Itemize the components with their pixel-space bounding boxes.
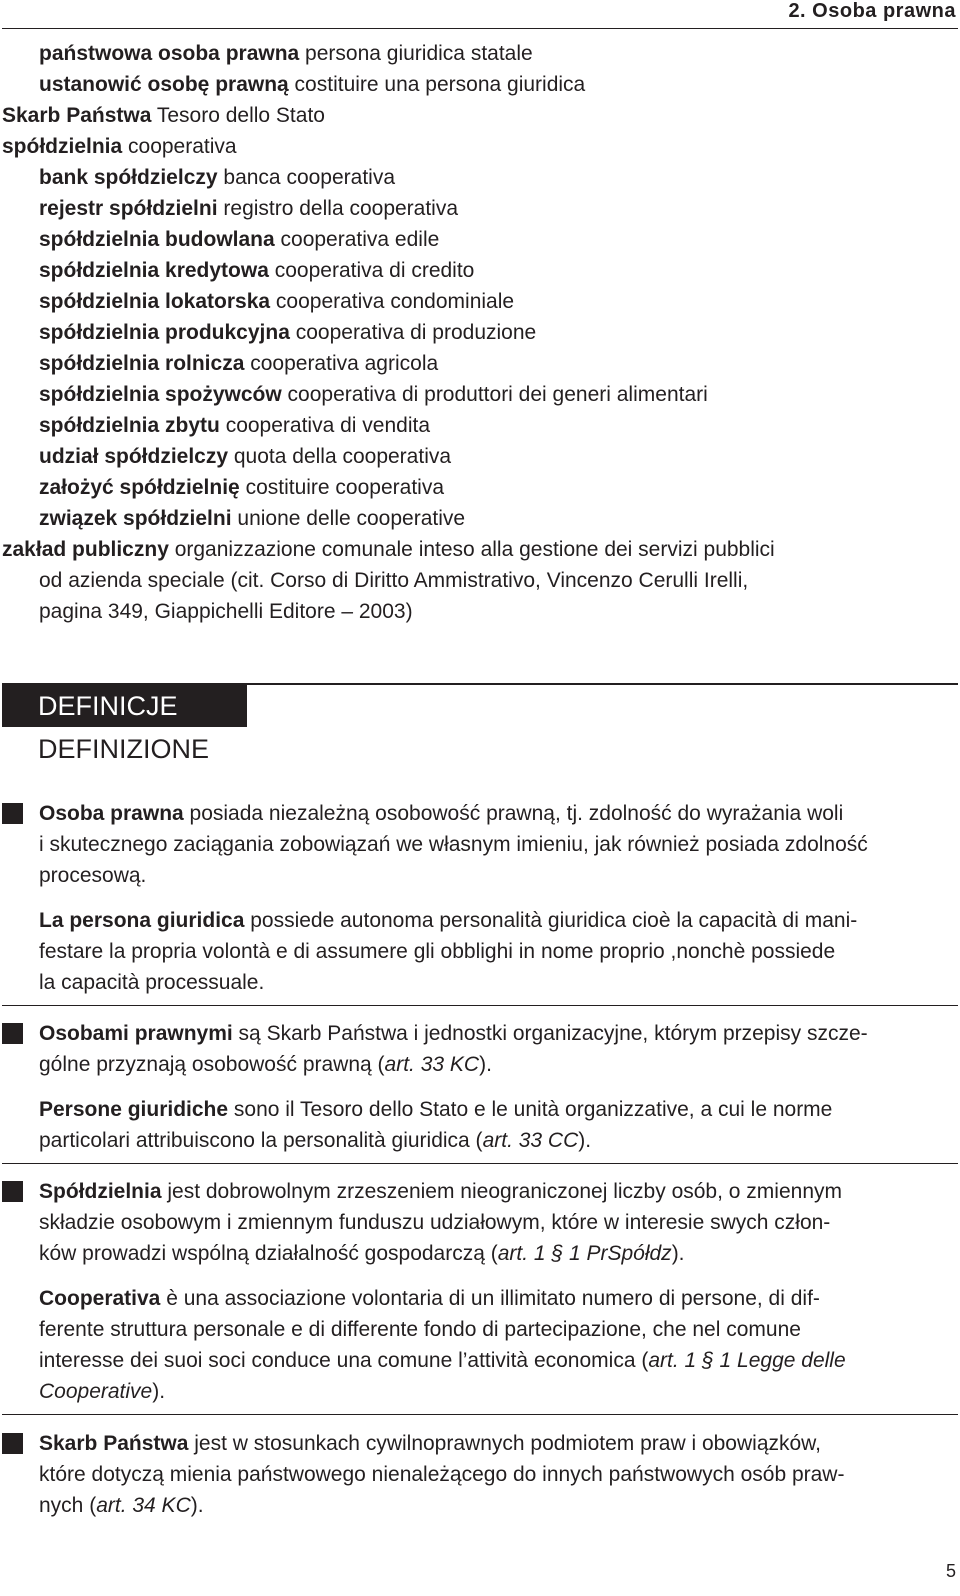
definition-rule — [2, 1414, 958, 1415]
definition-text: które dotyczą mienia państwowego nienależącego do innych państwowych osób praw- — [39, 1463, 845, 1486]
definition-text: nych ( — [39, 1494, 97, 1517]
glossary-entry — [0, 317, 960, 348]
glossary-term-pl: spółdzielnia — [2, 135, 123, 158]
legal-reference: art. 1 § 1 Legge delle — [648, 1349, 846, 1372]
definition-it — [39, 905, 955, 998]
definition-text: interesse dei suoi soci conduce una comune l’attività economica ( — [39, 1349, 649, 1372]
definition-text: è una associazione volontaria di un illimitato numero di persone, di dif- — [160, 1287, 820, 1310]
definition-pl — [39, 798, 955, 891]
definition-text: jest w stosunkach cywilnoprawnych podmiotem praw i obowiązków, — [188, 1432, 822, 1455]
glossary-term-pl: spółdzielnia spożywców — [39, 383, 282, 406]
definition-text: possiede autonoma personalità giuridica cioè la capacità di mani- — [244, 909, 858, 932]
definition-text: ). — [190, 1494, 204, 1517]
glossary-term-it: registro della cooperativa — [217, 197, 459, 220]
glossary-term-pl: założyć spółdzielnię — [39, 476, 240, 499]
definition-text: ). — [671, 1242, 685, 1265]
glossary-term-pl: spółdzielnia produkcyjna — [39, 321, 290, 344]
definition-text: ). — [578, 1129, 592, 1152]
definition-bullet — [2, 1433, 23, 1454]
glossary-entry — [0, 255, 960, 286]
definition-text: procesową. — [39, 864, 147, 887]
definition-term: Osobami prawnymi — [39, 1022, 233, 1045]
definition-text: ). — [479, 1053, 492, 1076]
legal-reference: art. 1 § 1 PrSpółdz — [497, 1242, 672, 1265]
legal-reference: Cooperative — [39, 1380, 153, 1403]
glossary-entry — [0, 193, 960, 224]
glossary-term-it: costituire una persona giuridica — [288, 73, 586, 96]
section-subtitle: DEFINIZIONE — [38, 734, 210, 764]
definition-term: La persona giuridica — [39, 909, 245, 932]
definition-it — [39, 1283, 955, 1407]
definition-pl — [39, 1018, 955, 1080]
glossary-entry — [0, 38, 960, 69]
glossary-term-pl: rejestr spółdzielni — [39, 197, 218, 220]
glossary-entry — [0, 162, 960, 193]
definition-text: składzie osobowym i zmiennym funduszu udziałowym, które w interesie swych człon- — [39, 1211, 831, 1234]
definition-text: ferente struttura personale e di differente fondo di partecipazione, che nel comune — [39, 1318, 801, 1341]
legal-reference: art. 33 KC — [384, 1053, 480, 1076]
glossary-term-pl: związek spółdzielni — [39, 507, 232, 530]
glossary-entry-continuation — [0, 596, 960, 627]
glossary-term-it: cooperativa di vendita — [219, 414, 430, 437]
definition-text: jest dobrowolnym zrzeszeniem nieograniczonej liczby osób, o zmiennym — [161, 1180, 842, 1203]
definition-pl — [39, 1176, 955, 1269]
glossary-term-it: cooperativa di credito — [268, 259, 475, 282]
definition-term: Cooperativa — [39, 1287, 161, 1310]
glossary-entry — [0, 503, 960, 534]
definition-text: festare la propria volontà e di assumere gli obblighi in nome proprio ,nonchè possiede — [39, 940, 836, 963]
glossary-entry — [0, 69, 960, 100]
glossary-term-it: cooperativa — [122, 135, 237, 158]
glossary-entry — [0, 348, 960, 379]
page-number: 5 — [945, 1561, 956, 1581]
definition-text: la capacità processuale. — [39, 971, 265, 994]
glossary-term-pl: spółdzielnia zbytu — [39, 414, 220, 437]
definition-term: Osoba prawna — [39, 802, 184, 825]
glossary-term-it: od azienda speciale (cit. Corso di Diritto Ammistrativo, Vincenzo Cerulli Irelli, — [39, 569, 749, 592]
glossary-term-pl: spółdzielnia budowlana — [39, 228, 275, 251]
section-title: DEFINICJE — [38, 691, 178, 721]
definition-bullet — [2, 1181, 23, 1202]
glossary-term-pl: bank spółdzielczy — [39, 166, 218, 189]
definition-text: posiada niezależną osobowość prawną, tj. zdolność do wyrażania woli — [183, 802, 844, 825]
glossary-entry-continuation — [0, 565, 960, 596]
glossary-term-it: organizzazione comunale inteso alla gestione dei servizi pubblici — [168, 538, 775, 561]
glossary-term-pl: państwowa osoba prawna — [39, 42, 300, 65]
definition-term: Spółdzielnia — [39, 1180, 162, 1203]
definition-text: sono il Tesoro dello Stato e le unità organizzative, a cui le norme — [228, 1098, 833, 1121]
glossary-term-it: cooperativa agricola — [244, 352, 439, 375]
glossary-entry — [0, 286, 960, 317]
glossary-term-pl: spółdzielnia lokatorska — [39, 290, 271, 313]
glossary-entry — [0, 534, 960, 565]
glossary-entry — [0, 131, 960, 162]
glossary-term-it: Tesoro dello Stato — [151, 104, 325, 127]
glossary-term-it: pagina 349, Giappichelli Editore – 2003) — [39, 600, 413, 623]
definition-bullet — [2, 803, 23, 824]
definition-term: Persone giuridiche — [39, 1098, 229, 1121]
glossary-term-it: cooperativa di produzione — [289, 321, 537, 344]
chapter-title: 2. Osoba prawna — [788, 0, 956, 22]
legal-reference: art. 34 KC — [96, 1494, 191, 1517]
glossary-entry — [0, 472, 960, 503]
glossary-term-pl: zakład publiczny — [2, 538, 169, 561]
glossary-entry — [0, 100, 960, 131]
glossary-term-it: unione delle cooperative — [231, 507, 466, 530]
glossary-term-it: costituire cooperativa — [239, 476, 445, 499]
glossary-term-pl: spółdzielnia kredytowa — [39, 259, 269, 282]
glossary-term-it: quota della cooperativa — [228, 445, 452, 468]
definition-rule — [2, 1005, 958, 1006]
definition-text: particolari attribuiscono la personalità giuridica ( — [39, 1129, 483, 1152]
glossary-term-pl: ustanowić osobę prawną — [39, 73, 289, 96]
definition-pl — [39, 1428, 955, 1521]
header-rule — [2, 28, 958, 29]
glossary-term-it: cooperativa condominiale — [270, 290, 515, 313]
glossary-entry — [0, 379, 960, 410]
definition-text: gólne przyznają osobowość prawną ( — [39, 1053, 385, 1076]
glossary-term-it: cooperativa edile — [274, 228, 440, 251]
glossary-term-pl: Skarb Państwa — [2, 104, 152, 127]
definition-it — [39, 1094, 955, 1156]
definition-text: są Skarb Państwa i jednostki organizacyjne, którym przepisy szcze- — [232, 1022, 868, 1045]
glossary-term-it: cooperativa di produttori dei generi alimentari — [281, 383, 708, 406]
definition-rule — [2, 1163, 958, 1164]
definition-text: ). — [152, 1380, 166, 1403]
definition-text: ków prowadzi wspólną działalność gospodarczą ( — [39, 1242, 498, 1265]
glossary-term-pl: udział spółdzielczy — [39, 445, 229, 468]
glossary-term-it: banca cooperativa — [217, 166, 396, 189]
section-heading-box — [2, 685, 247, 727]
legal-reference: art. 33 CC — [482, 1129, 579, 1152]
glossary-term-pl: spółdzielnia rolnicza — [39, 352, 245, 375]
definition-text: i skutecznego zaciągania zobowiązań we własnym imieniu, jak również posiada zdolność — [39, 833, 868, 856]
glossary-entry — [0, 224, 960, 255]
glossary-term-it: persona giuridica statale — [299, 42, 533, 65]
glossary-entry — [0, 441, 960, 472]
definition-bullet — [2, 1023, 23, 1044]
definition-term: Skarb Państwa — [39, 1432, 189, 1455]
glossary-list — [0, 38, 960, 627]
glossary-entry — [0, 410, 960, 441]
